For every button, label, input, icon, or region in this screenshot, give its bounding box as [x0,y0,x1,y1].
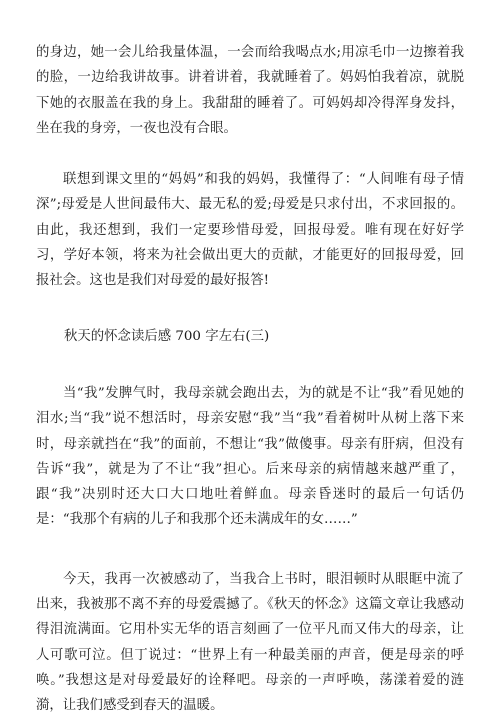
paragraph-2: 联想到课文里的“妈妈”和我的妈妈，我懂得了：“人间唯有母子情深”;母爱是人世间最伟大、最无私的爱;母爱是只求付出，不求回报的。由此，我还想到，我们一定要珍惜母爱，回报母爱。唯有现在好好学习，学好本领，将来为社会做出更大的贡献，才能更好的回报母爱，回报社会。这也是我们对母爱的最好报答! [36,172,464,289]
paragraph-gap [36,294,464,324]
paragraph-gap [36,141,464,167]
paragraph-gap [36,533,464,567]
paragraph-3: 当“我”发脾气时，我母亲就会跑出去，为的就是不让“我”看见她的泪水;当“我”说不想活时，母亲安慰“我”当“我”看着树叶从树上落下来时，母亲就挡在“我”的面前，不想让“我”做傻事。母亲有肝病，但没有告诉“我”，就是为了不让“我”担心。后来母亲的病情越来越严重了，跟“我”决别时还大口大口地吐着鲜血。母亲昏迷时的最后一句话仍是：“我那个有病的儿子和我那个还未满成年的女……” [36,385,464,528]
paragraph-4: 今天，我再一次被感动了，当我合上书时，眼泪顿时从眼眶中流了出来，我被那不离不弃的母爱震撼了。《秋天的怀念》这篇文章让我感动得泪流满面。它用朴实无华的语言刻画了一位平凡而又伟大的母亲，让人可歌可泣。但丁说过：“世界上有一种最美丽的声音，便是母亲的呼唤。”我想这是对母爱最好的诠释吧。母亲的一声呼唤，荡漾着爱的涟漪，让我们感受到春天的温暖。 [36,571,464,714]
document-page [36,40,464,719]
section-heading: 秋天的怀念读后感 700 字左右(三) [64,328,270,344]
paragraph-gap [36,349,464,381]
paragraph-1: 的身边，她一会儿给我量体温，一会而给我喝点水;用凉毛巾一边擦着我的脸，一边给我讲故事。讲着讲着，我就睡着了。妈妈怕我着凉，就脱下她的衣服盖在我的身上。我甜甜的睡着了。可妈妈却冷得浑身发抖，坐在我的身旁，一夜也没有合眼。 [36,45,464,136]
